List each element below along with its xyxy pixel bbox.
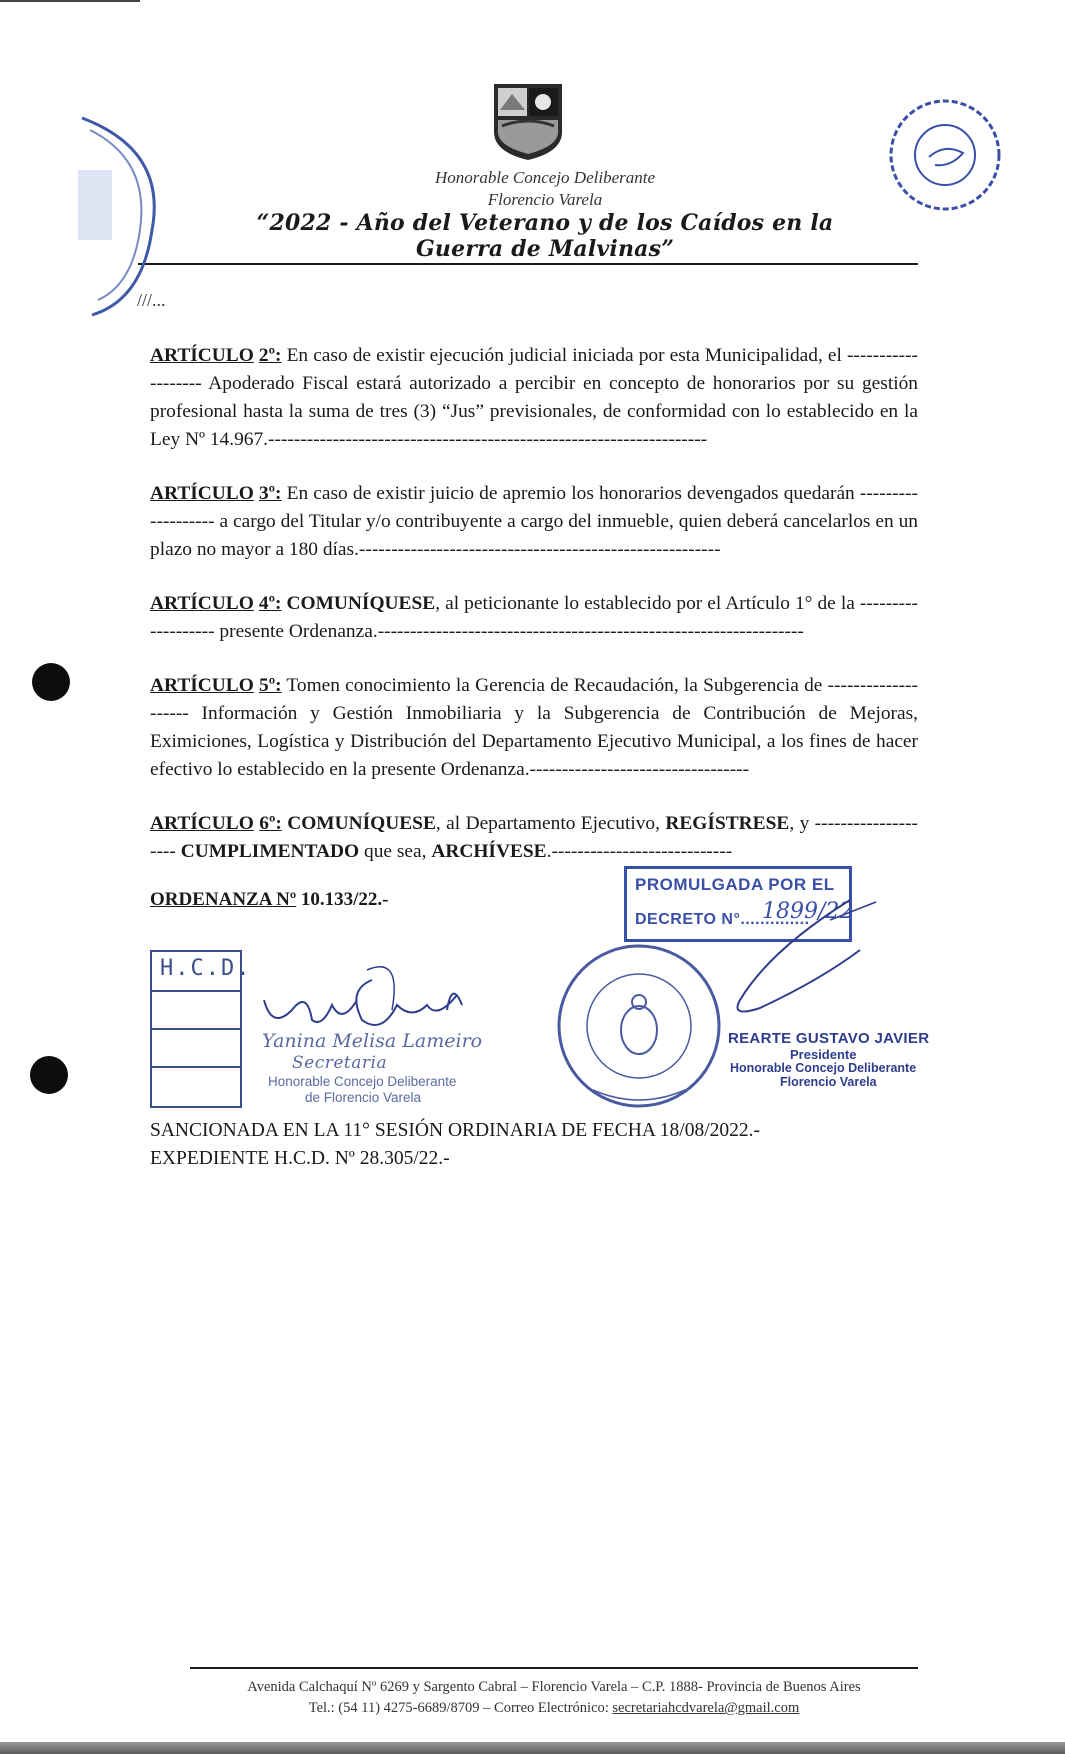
footer-contact [190, 1700, 918, 1717]
secretary-organization: Honorable Concejo Deliberante [268, 1074, 457, 1089]
city-name: Florencio Varela [487, 190, 603, 209]
scan-bottom-edge [0, 1742, 1065, 1754]
sanction-line: SANCIONADA EN LA 11° SESIÓN ORDINARIA DE FECHA 18/08/2022.- [150, 1120, 760, 1141]
ordinance-number [150, 889, 389, 911]
article-label: ARTÍCULO [150, 813, 254, 834]
secretary-name: Yanina Melisa Lameiro [262, 1030, 483, 1052]
article-text: que sea, [359, 841, 432, 862]
article-emphasis: COMUNÍQUESE [281, 813, 436, 834]
article-number: 5º: [259, 675, 282, 696]
continuation-mark: ///... [137, 290, 166, 310]
year-motto: “2022 - Año del Veterano y de los Caídos en la Guerra de Malvinas” [256, 210, 834, 262]
article-4 [150, 590, 918, 646]
punch-hole-bottom [30, 1056, 68, 1094]
article-label: ARTÍCULO [150, 593, 254, 614]
punch-hole-top [32, 663, 70, 701]
president-organization: Honorable Concejo Deliberante [730, 1061, 917, 1075]
promulgation-line-2: DECRETO N°.............. [635, 911, 810, 928]
article-5 [150, 672, 918, 784]
municipal-crest-logo [492, 82, 564, 162]
article-label: ARTÍCULO [150, 675, 254, 696]
article-text: , al peticionante lo establecido por el Artículo 1° de la ------------------- presente Ordenanza.------------------------------------------------------------------ [150, 593, 918, 642]
article-text: En caso de existir juicio de apremio los honorarios devengados quedarán ------------------- a cargo del Titular y/o contribuyente a cargo del inmueble, quien deberá cancelarlos en un plazo no mayor a 180 días.-------------------------------------------------------- [150, 483, 918, 560]
hcd-box-rule [152, 990, 240, 992]
expediente-line: EXPEDIENTE H.C.D. Nº 28.305/22.- [150, 1148, 450, 1169]
article-number: 2º: [258, 345, 282, 366]
hcd-label: H.C.D. [160, 956, 252, 981]
document-body [150, 342, 918, 892]
article-emphasis: ARCHÍVESE [431, 841, 547, 862]
header-divider [138, 263, 918, 265]
scan-edge-line [0, 0, 140, 2]
ordinance-label: ORDENANZA Nº [150, 889, 297, 910]
article-text: En caso de existir ejecución judicial iniciada por esta Municipalidad, el ------------------- Apoderado Fiscal estará autorizado a percibir en concepto de honorarios por su gestión profesional hasta la suma de tres (3) “Jus” previsionales, de conformidad con lo establecido en la Ley Nº 14.967.-------------------------------------------------------------------- [150, 345, 918, 450]
article-number: 6º: [259, 813, 282, 834]
article-emphasis: COMUNÍQUESE [281, 593, 436, 614]
mesa-de-entradas-stamp [885, 95, 1005, 215]
secretary-title: Secretaria [292, 1053, 388, 1073]
article-emphasis: CUMPLIMENTADO [180, 841, 360, 862]
footer-address: Avenida Calchaquí Nº 6269 y Sargento Cabral – Florencio Varela – C.P. 1888- Provincia de Buenos Aires [247, 1679, 861, 1695]
president-signature [700, 890, 890, 1020]
article-number: 3º: [258, 483, 282, 504]
article-text: .---------------------------- [546, 841, 733, 862]
ordinance-value: 10.133/22.- [296, 889, 389, 910]
president-title: Presidente [790, 1047, 857, 1062]
footer-email-link[interactable]: secretariahcdvarela@gmail.com [612, 1700, 800, 1716]
article-text: , al Departamento Ejecutivo, [435, 813, 666, 834]
president-name: REARTE GUSTAVO JAVIER [728, 1030, 930, 1047]
article-label: ARTÍCULO [150, 483, 254, 504]
secretary-organization-city: de Florencio Varela [305, 1090, 422, 1105]
article-label: ARTÍCULO [150, 345, 254, 366]
article-text: , y -------------------- [150, 813, 918, 862]
institution-name: Honorable Concejo Deliberante [434, 168, 655, 187]
article-text: Tomen conocimiento la Gerencia de Recaudación, la Subgerencia de -------------------- Información y Gestión Inmobiliaria y la Subgerencia de Contribución de Mejoras, Eximiciones, Logística y Distribución del Departamento Ejecutivo Municipal, a los fines de hacer efectivo lo establecido en la presente Ordenanza.---------------------------------- [150, 675, 918, 780]
hcd-box-rule [152, 1066, 240, 1068]
hcd-stamp-box [150, 950, 252, 1108]
hcd-box-rule [152, 1028, 240, 1030]
footer-divider [190, 1667, 918, 1669]
article-3 [150, 480, 918, 564]
president-organization-city: Florencio Varela [780, 1075, 877, 1089]
footer-phone: Tel.: (54 11) 4275-6689/8709 – Correo Electrónico: [308, 1700, 613, 1716]
article-6 [150, 810, 918, 866]
promulgation-line-1: PROMULGADA POR EL [635, 875, 835, 894]
article-2 [150, 342, 918, 454]
article-emphasis: REGÍSTRESE [665, 813, 790, 834]
decree-number-handwritten: 1899/22 [762, 899, 854, 924]
article-number: 4º: [258, 593, 282, 614]
